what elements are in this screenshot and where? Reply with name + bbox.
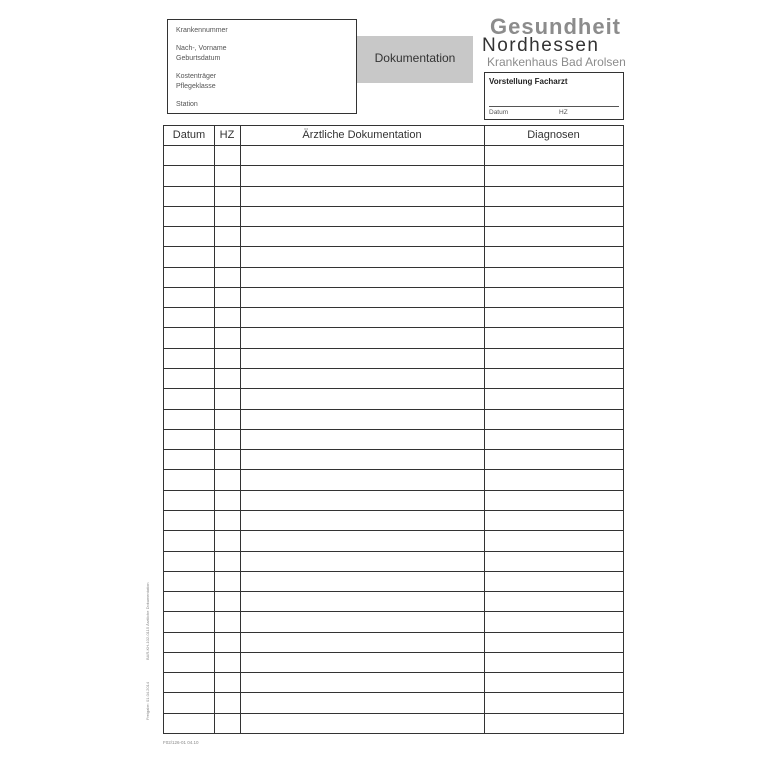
table-row — [164, 327, 623, 328]
table-row — [164, 348, 623, 349]
form-title-band — [357, 36, 473, 83]
table-row — [164, 429, 623, 430]
table-row — [164, 368, 623, 369]
table-row — [164, 551, 623, 552]
label-pflegeklasse: Pflegeklasse — [176, 83, 216, 90]
table-row — [164, 591, 623, 592]
footer-code: F02/126-01 04.10 — [163, 740, 199, 745]
table-row — [164, 186, 623, 187]
patient-info-box — [167, 19, 357, 114]
table-row — [164, 713, 623, 714]
table-row — [164, 287, 623, 288]
facharzt-signature-line — [489, 106, 619, 107]
table-row — [164, 652, 623, 653]
table-row — [164, 632, 623, 633]
brand-nordhessen: Nordhessen — [482, 35, 600, 56]
facharzt-title: Vorstellung Facharzt — [489, 77, 568, 86]
header-datum: Datum — [172, 129, 206, 141]
table-row — [164, 530, 623, 531]
table-row — [164, 469, 623, 470]
table-row — [164, 571, 623, 572]
side-release-note: Freigabe: 01.04.2014 — [145, 681, 150, 720]
table-row — [164, 246, 623, 247]
brand-gesundheit: Gesundheit — [490, 14, 622, 39]
header-hz: HZ — [219, 129, 235, 141]
facharzt-hz-label: HZ — [559, 109, 568, 116]
header-aerztliche-dokumentation: Ärztliche Dokumentation — [302, 129, 422, 141]
facharzt-box — [484, 72, 624, 120]
table-row — [164, 611, 623, 612]
table-row — [164, 226, 623, 227]
label-krankennummer: Krankennummer — [176, 27, 228, 34]
table-row — [164, 490, 623, 491]
table-row — [164, 267, 623, 268]
header-diagnosen: Diagnosen — [527, 129, 580, 141]
table-row — [164, 409, 623, 410]
table-row — [164, 206, 623, 207]
table-row — [164, 510, 623, 511]
form-title: Dokumentation — [374, 51, 456, 65]
label-station: Station — [176, 101, 198, 108]
table-row — [164, 692, 623, 693]
documentation-table — [163, 125, 624, 734]
side-form-id: BAR-KH-102-0115 Ärztliche Dokumentation — [145, 582, 150, 660]
facharzt-datum-label: Datum — [489, 109, 509, 116]
label-kostentraeger: Kostenträger — [176, 73, 217, 80]
table-row — [164, 672, 623, 673]
table-row — [164, 388, 623, 389]
brand-hospital-name: Krankenhaus Bad Arolsen — [487, 55, 626, 69]
header-divider — [164, 145, 623, 146]
table-row — [164, 307, 623, 308]
label-name: Nach-, Vorname — [176, 45, 227, 52]
label-geburtsdatum: Geburtsdatum — [176, 55, 221, 62]
table-row — [164, 449, 623, 450]
table-row — [164, 165, 623, 166]
